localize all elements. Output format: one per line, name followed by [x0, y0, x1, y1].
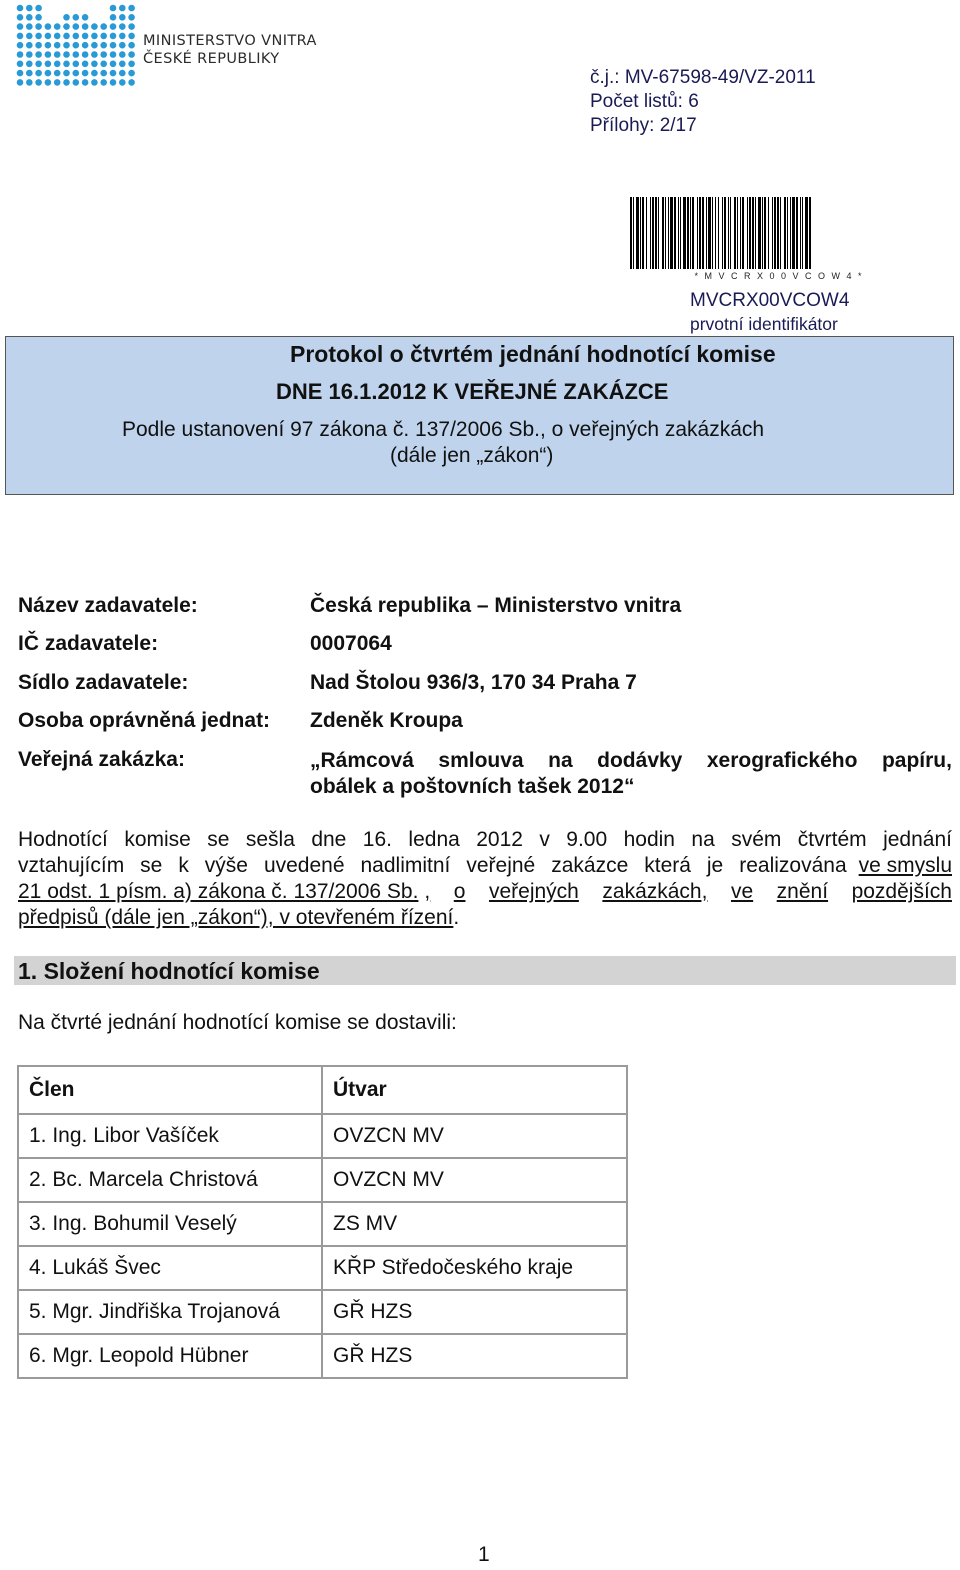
logo-dot	[35, 42, 42, 49]
member-department-cell: OVZCN MV	[322, 1158, 627, 1202]
logo-dot	[73, 14, 80, 21]
paragraph-line-1-word: komise	[124, 828, 191, 851]
logo-dot	[54, 61, 61, 68]
logo-dot	[17, 61, 24, 68]
logo-dot	[63, 14, 70, 21]
barcode-bar	[712, 197, 713, 269]
barcode-bar	[640, 197, 641, 269]
logo-dot	[119, 33, 126, 40]
logo-dot	[17, 51, 24, 58]
logo-dot	[26, 5, 33, 12]
barcode-bar	[706, 197, 707, 269]
paragraph-end: .	[453, 906, 460, 929]
logo-dot	[35, 70, 42, 77]
logo-dot	[82, 79, 89, 86]
barcode-bar	[787, 197, 788, 269]
paragraph-line-1-word: 2012	[476, 828, 523, 851]
barcode-bar	[800, 197, 801, 269]
barcode-label: prvotní identifikátor	[690, 314, 838, 334]
logo-dot	[17, 14, 24, 21]
logo-dot	[100, 42, 107, 49]
barcode-bar	[658, 197, 659, 269]
barcode-bar	[683, 197, 686, 269]
logo-dot	[119, 14, 126, 21]
logo-dot	[110, 51, 117, 58]
barcode-bar	[790, 197, 791, 269]
table-header-cell: Útvar	[322, 1066, 627, 1114]
contracting-authority-address-label: Sídlo zadavatele:	[18, 671, 189, 694]
barcode-bar	[718, 197, 719, 269]
logo-dot	[26, 70, 33, 77]
logo-dot	[45, 70, 52, 77]
barcode-bar	[633, 197, 634, 269]
logo-dot	[119, 51, 126, 58]
sheet-count: Počet listů: 6	[590, 91, 699, 112]
logo-dot	[110, 42, 117, 49]
barcode-bar	[802, 197, 803, 269]
logo-dot	[35, 79, 42, 86]
barcode-bar	[699, 197, 701, 269]
logo-dot	[119, 42, 126, 49]
logo-dot	[63, 79, 70, 86]
table-row	[18, 1334, 627, 1378]
logo-dot	[63, 23, 70, 30]
committee-table	[17, 1065, 628, 1379]
barcode-bar	[678, 197, 679, 269]
member-name-cell: 5. Mgr. Jindřiška Trojanová	[18, 1290, 322, 1334]
table-header-row	[18, 1066, 627, 1114]
paragraph-line-3-word: veřejných	[488, 880, 579, 903]
logo-dot	[26, 42, 33, 49]
barcode-bar	[652, 197, 654, 269]
attachments-count: Přílohy: 2/17	[590, 115, 697, 136]
paragraph-line-3-word: o	[453, 880, 466, 903]
paragraph-line-3-word: pozdějších	[851, 880, 952, 903]
barcode-bar	[670, 197, 673, 269]
barcode-bar	[755, 197, 756, 269]
logo-dot	[110, 70, 117, 77]
logo-dot	[128, 51, 135, 58]
logo-dot	[100, 70, 107, 77]
logo-dot	[73, 79, 80, 86]
member-department-cell: KŘP Středočeského kraje	[322, 1246, 627, 1290]
barcode-bar	[805, 197, 808, 269]
logo-dot	[110, 14, 117, 21]
logo-line-1: MINISTERSTVO VNITRA	[143, 33, 317, 49]
public-contract-value	[310, 748, 952, 800]
logo-dot	[63, 70, 70, 77]
paragraph-line-2-word: vztahujícím	[18, 854, 125, 877]
paragraph-line-3-word: znění	[776, 880, 829, 903]
barcode-bar	[697, 197, 698, 269]
barcode-bar	[772, 197, 773, 269]
paragraph-line-3	[18, 879, 952, 905]
paragraph-line-3-word: zakázkách,	[602, 880, 708, 903]
barcode-bar	[730, 197, 731, 269]
paragraph-line-1-word: hodin	[623, 828, 675, 851]
logo-dot	[128, 14, 135, 21]
logo-dot	[82, 33, 89, 40]
logo-dot	[82, 70, 89, 77]
barcode-bar	[792, 197, 795, 269]
ministry-logo-text	[143, 32, 317, 68]
logo-dot	[100, 33, 107, 40]
barcode-bar	[650, 197, 651, 269]
barcode-bar	[737, 197, 738, 269]
paragraph-line-1-word: sešla	[245, 828, 295, 851]
logo-dot	[110, 33, 117, 40]
public-contract-word: „Rámcová	[310, 749, 414, 772]
logo-dot	[35, 61, 42, 68]
paragraph-procedure: předpisů (dále jen „zákon“), v otevřeném řízení	[18, 906, 454, 929]
logo-dot	[54, 33, 61, 40]
logo-dot	[91, 23, 98, 30]
section-heading: 1. Složení hodnotící komise	[18, 958, 320, 984]
barcode-bar	[630, 197, 632, 269]
logo-dot	[26, 61, 33, 68]
logo-line-2: ČESKÉ REPUBLIKY	[143, 51, 280, 67]
logo-dot	[26, 33, 33, 40]
document-title: Protokol o čtvrtém jednání hodnotící komise	[290, 341, 776, 367]
logo-dot	[110, 23, 117, 30]
logo-dot	[17, 70, 24, 77]
logo-dot	[128, 79, 135, 86]
member-department-cell: ZS MV	[322, 1202, 627, 1246]
logo-dot	[119, 79, 126, 86]
barcode-bar	[668, 197, 669, 269]
logo-dot	[82, 14, 89, 21]
barcode-bar	[809, 197, 811, 269]
barcode-bar	[747, 197, 748, 269]
logo-dot	[45, 51, 52, 58]
logo-dot	[17, 79, 24, 86]
logo-dot	[100, 79, 107, 86]
logo-dot	[128, 61, 135, 68]
logo-dot	[128, 23, 135, 30]
document-date-line: DNE 16.1.2012 K VEŘEJNÉ ZAKÁZCE	[276, 379, 669, 404]
public-contract-line-1	[310, 748, 952, 774]
paragraph-line-2-word: uvedené	[263, 854, 345, 877]
barcode-bar	[715, 197, 716, 269]
barcode-bar	[784, 197, 786, 269]
barcode-bar	[777, 197, 779, 269]
paragraph-line-1-word: se	[207, 828, 230, 851]
logo-dot	[26, 23, 33, 30]
contracting-authority-id-value: 0007064	[310, 632, 392, 655]
logo-dot	[45, 61, 52, 68]
logo-dot	[100, 23, 107, 30]
paragraph-line-1-word: 9.00	[566, 828, 608, 851]
logo-dot	[63, 51, 70, 58]
barcode-bar	[768, 197, 769, 269]
barcode-bar	[762, 197, 763, 269]
paragraph-line-1-word: dne	[311, 828, 347, 851]
logo-dot	[82, 23, 89, 30]
barcode-bar	[780, 197, 781, 269]
barcode-bar	[752, 197, 754, 269]
barcode-bar	[665, 197, 666, 269]
paragraph-line-2-word: nadlimitní	[360, 854, 451, 877]
logo-dot	[73, 42, 80, 49]
contracting-authority-name-value: Česká republika – Ministerstvo vnitra	[310, 594, 682, 617]
logo-dot	[91, 51, 98, 58]
logo-dot	[63, 61, 70, 68]
logo-dot	[119, 70, 126, 77]
paragraph-line-2-word: realizována	[739, 854, 847, 877]
paragraph-line-1-word: svém	[731, 828, 782, 851]
logo-dot	[128, 42, 135, 49]
logo-dot	[54, 70, 61, 77]
barcode-bar	[646, 197, 647, 269]
logo-dot	[17, 23, 24, 30]
barcode-human-readable: * M V C R X 0 0 V C O W 4 *	[694, 271, 864, 281]
member-name-cell: 3. Ing. Bohumil Veselý	[18, 1202, 322, 1246]
meeting-paragraph	[18, 827, 952, 931]
barcode-bar	[674, 197, 676, 269]
page-number: 1	[478, 1543, 490, 1566]
logo-dot	[35, 33, 42, 40]
paragraph-law-reference: 21 odst. 1 písm. a) zákona č. 137/2006 Sb.	[18, 880, 419, 903]
logo-dot	[73, 23, 80, 30]
paragraph-line-2-word: se	[140, 854, 163, 877]
logo-dot	[17, 42, 24, 49]
barcode-bar	[742, 197, 744, 269]
member-name-cell: 2. Bc. Marcela Christová	[18, 1158, 322, 1202]
legal-abbreviation-line: (dále jen „zákon“)	[390, 444, 554, 467]
table-row	[18, 1158, 627, 1202]
logo-dot	[35, 51, 42, 58]
logo-dot	[54, 42, 61, 49]
paragraph-line-2-word: výše	[204, 854, 248, 877]
logo-dot	[91, 42, 98, 49]
logo-dot	[45, 33, 52, 40]
barcode-bar	[758, 197, 761, 269]
paragraph-line-2	[18, 853, 952, 879]
barcode-bar	[680, 197, 681, 269]
logo-dot	[91, 70, 98, 77]
member-name-cell: 4. Lukáš Švec	[18, 1246, 322, 1290]
reference-number: č.j.: MV-67598-49/VZ-2011	[590, 67, 816, 88]
logo-dot	[91, 33, 98, 40]
contracting-authority-id-label: IČ zadavatele:	[18, 632, 159, 655]
logo-dot	[45, 79, 52, 86]
logo-dot	[17, 33, 24, 40]
barcode-bar	[796, 197, 798, 269]
paragraph-line-1-word: jednání	[883, 828, 952, 851]
barcode-bar	[740, 197, 741, 269]
public-contract-word: smlouva	[438, 749, 524, 772]
logo-dot	[100, 61, 107, 68]
paragraph-line-1-word: čtvrtém	[797, 828, 867, 851]
public-contract-label: Veřejná zakázka:	[18, 748, 185, 771]
barcode-bar	[734, 197, 736, 269]
attendance-intro: Na čtvrté jednání hodnotící komise se dostavili:	[18, 1011, 457, 1034]
barcode-bar	[642, 197, 644, 269]
paragraph-line-4	[18, 905, 952, 931]
logo-dot	[119, 5, 126, 12]
paragraph-line-3-word: ,	[424, 880, 431, 903]
paragraph-line-1-word: na	[691, 828, 715, 851]
barcode-bar	[724, 197, 726, 269]
logo-dot	[73, 61, 80, 68]
logo-dot	[73, 33, 80, 40]
contracting-authority-address-value: Nad Štolou 936/3, 170 34 Praha 7	[310, 671, 637, 694]
logo-dot	[110, 5, 117, 12]
logo-dot	[128, 5, 135, 12]
barcode-bar	[764, 197, 766, 269]
logo-dot	[110, 61, 117, 68]
barcode	[630, 197, 928, 281]
barcode-bar	[687, 197, 689, 269]
paragraph-line-2-word: zakázce	[551, 854, 629, 877]
logo-dot	[54, 23, 61, 30]
public-contract-word: papíru,	[881, 749, 952, 772]
logo-dot	[63, 33, 70, 40]
barcode-bar	[708, 197, 711, 269]
authorized-person-value: Zdeněk Kroupa	[310, 709, 463, 732]
logo-dot	[82, 51, 89, 58]
document-reference	[590, 66, 816, 138]
paragraph-line-1	[18, 827, 952, 853]
public-contract-word: dodávky	[597, 749, 683, 772]
paragraph-line-3-word: ve	[730, 880, 754, 903]
member-department-cell: GŘ HZS	[322, 1334, 627, 1378]
public-contract-word: na	[548, 749, 573, 772]
paragraph-line-2-word: je	[706, 854, 724, 877]
logo-dot	[73, 70, 80, 77]
public-contract-word: xerografického	[706, 749, 858, 772]
logo-dot	[128, 33, 135, 40]
logo-dot	[35, 14, 42, 21]
logo-dot	[26, 79, 33, 86]
logo-dot	[91, 79, 98, 86]
table-row	[18, 1202, 627, 1246]
logo-dot	[119, 61, 126, 68]
paragraph-line-1-word: 16.	[362, 828, 392, 851]
barcode-bar	[636, 197, 639, 269]
paragraph-line-1-word: Hodnotící	[18, 828, 108, 851]
logo-dot	[35, 5, 42, 12]
barcode-bar	[655, 197, 657, 269]
barcode-bar	[662, 197, 664, 269]
logo-dot	[63, 42, 70, 49]
logo-dot	[110, 79, 117, 86]
member-department-cell: GŘ HZS	[322, 1290, 627, 1334]
member-name-cell: 6. Mgr. Leopold Hübner	[18, 1334, 322, 1378]
logo-dot	[17, 5, 24, 12]
barcode-bar	[690, 197, 691, 269]
member-name-cell: 1. Ing. Libor Vašíček	[18, 1114, 322, 1158]
table-row	[18, 1114, 627, 1158]
public-contract-line-2: obálek a poštovních tašek 2012“	[310, 775, 635, 798]
legal-basis-line: Podle ustanovení 97 zákona č. 137/2006 Sb., o veřejných zakázkách	[122, 418, 765, 441]
paragraph-line-1-word: ledna	[408, 828, 460, 851]
authorized-person-label: Osoba oprávněná jednat:	[18, 709, 271, 732]
logo-dot	[100, 51, 107, 58]
logo-dot	[119, 23, 126, 30]
logo-dot	[54, 79, 61, 86]
barcode-bar	[774, 197, 776, 269]
logo-dot	[35, 23, 42, 30]
logo-dot	[26, 14, 33, 21]
barcode-bar	[749, 197, 751, 269]
barcode-bar	[692, 197, 694, 269]
logo-dot	[82, 61, 89, 68]
barcode-bar	[702, 197, 704, 269]
logo-dot	[128, 70, 135, 77]
paragraph-line-2-word: veřejné	[466, 854, 536, 877]
table-header-cell: Člen	[18, 1066, 322, 1114]
paragraph-line-2-word: k	[178, 854, 189, 877]
logo-dot	[26, 51, 33, 58]
logo-dot	[45, 23, 52, 30]
ministry-emblem-icon	[14, 2, 144, 86]
paragraph-line-2-word: která	[644, 854, 691, 877]
table-row	[18, 1246, 627, 1290]
logo-dot	[54, 51, 61, 58]
logo-dot	[73, 51, 80, 58]
member-department-cell: OVZCN MV	[322, 1114, 627, 1158]
table-row	[18, 1290, 627, 1334]
logo-dot	[82, 42, 89, 49]
barcode-identifier: MVCRX00VCOW4	[690, 290, 850, 311]
paragraph-link-sense: ve smyslu	[858, 854, 952, 877]
barcode-bar	[728, 197, 729, 269]
contracting-authority-name-label: Název zadavatele:	[18, 594, 198, 617]
logo-dot	[91, 61, 98, 68]
logo-dot	[45, 42, 52, 49]
paragraph-line-1-word: v	[539, 828, 550, 851]
barcode-bar	[722, 197, 723, 269]
